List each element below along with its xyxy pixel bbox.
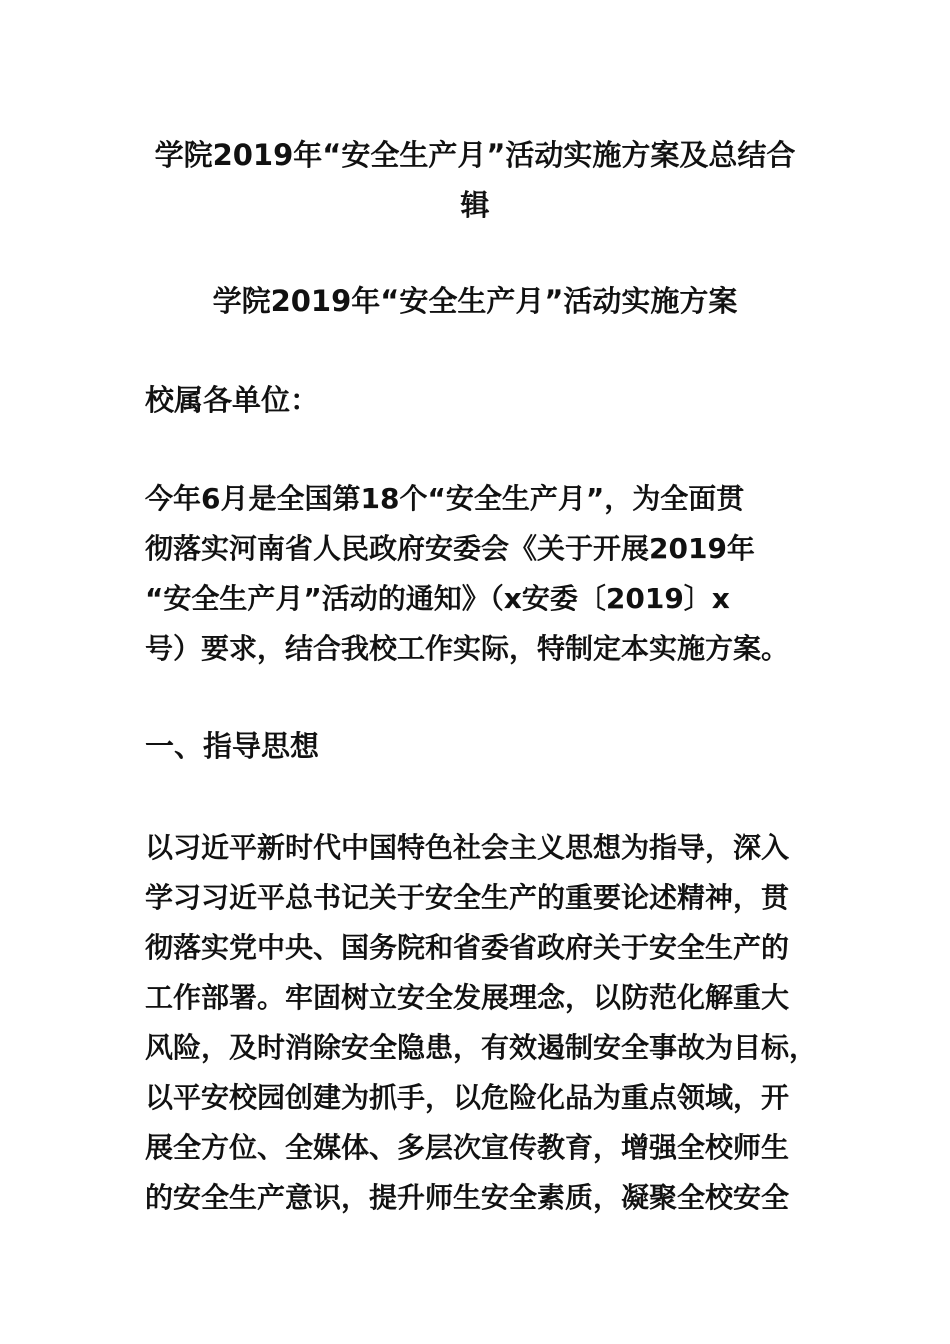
paragraph-line: 风险，及时消除安全隐患，有效遏制安全事故为目标， bbox=[145, 1031, 818, 1064]
paragraph-line: 号）要求，结合我校工作实际，特制定本实施方案。 bbox=[145, 632, 790, 665]
paragraph-line: 以习近平新时代中国特色社会主义思想为指导，深入 bbox=[145, 831, 790, 864]
guiding-ideology-paragraph bbox=[145, 823, 825, 1223]
paragraph-line: 彻落实河南省人民政府安委会《关于开展2019年 bbox=[145, 532, 755, 565]
intro-paragraph bbox=[145, 474, 825, 674]
paragraph-line: 展全方位、全媒体、多层次宣传教育，增强全校师生 bbox=[145, 1131, 790, 1164]
document-title-line: 学院2019年“安全生产月”活动实施方案及总结合 bbox=[154, 138, 796, 172]
section-heading-guiding-ideology: 一、指导思想 bbox=[145, 729, 320, 763]
paragraph-line: 以平安校园创建为抓手，以危险化品为重点领域，开 bbox=[145, 1081, 790, 1114]
document-subtitle: 学院2019年“安全生产月”活动实施方案 bbox=[212, 284, 738, 318]
paragraph-line: “安全生产月”活动的通知》（x安委〔2019〕x bbox=[145, 582, 730, 615]
salutation: 校属各单位： bbox=[145, 383, 320, 417]
paragraph-line: 的安全生产意识，提升师生安全素质，凝聚全校安全 bbox=[145, 1181, 790, 1214]
paragraph-line: 学习习近平总书记关于安全生产的重要论述精神，贯 bbox=[145, 881, 790, 914]
document-title bbox=[120, 130, 830, 230]
paragraph-line: 彻落实党中央、国务院和省委省政府关于安全生产的 bbox=[145, 931, 790, 964]
paragraph-line: 工作部署。牢固树立安全发展理念，以防范化解重大 bbox=[145, 981, 790, 1014]
document-title-line: 辑 bbox=[460, 188, 490, 222]
paragraph-line: 今年6月是全国第18个“安全生产月”，为全面贯 bbox=[145, 482, 745, 515]
